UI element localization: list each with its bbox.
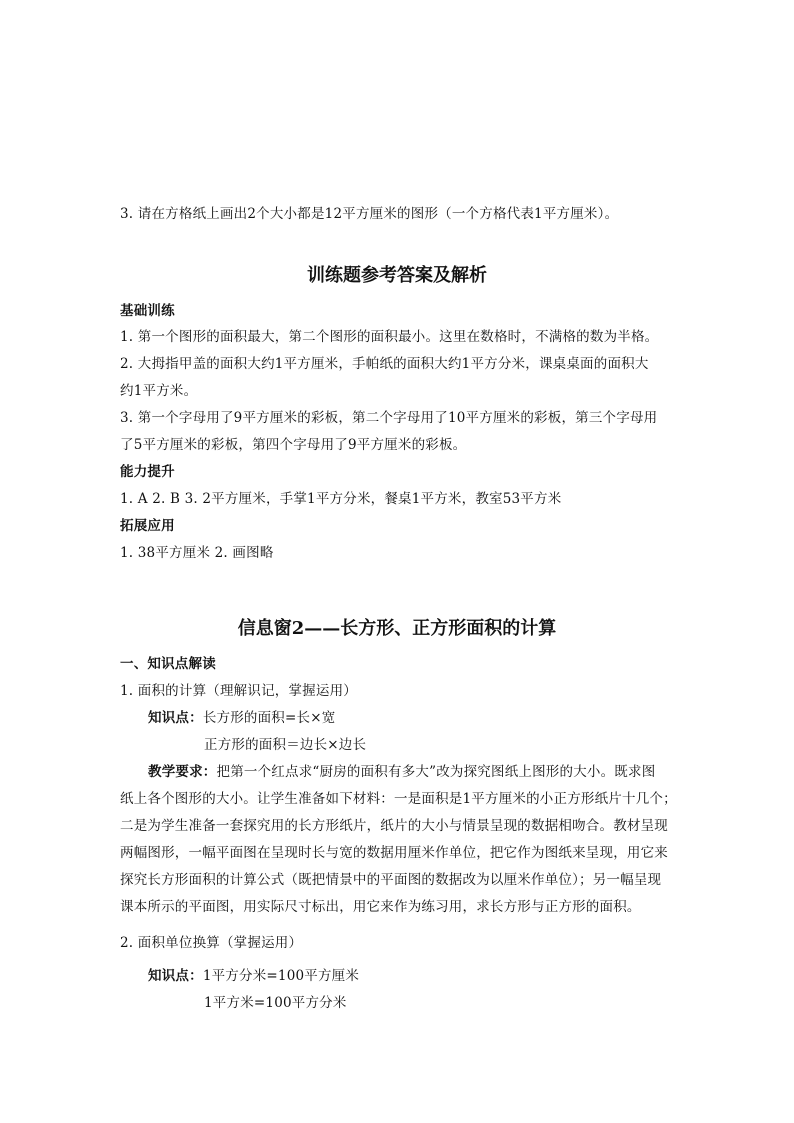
- conversion-1: 1平方分米=100平方厘米: [202, 968, 360, 984]
- part1-heading: 一、知识点解读: [120, 656, 216, 672]
- basic-answer-2b: 约1平方米。: [120, 383, 198, 399]
- extend-answers: 1. 38平方厘米 2. 画图略: [120, 545, 274, 561]
- knowledge-point-label: 知识点：: [148, 710, 203, 726]
- teaching-req-line-4: 两幅图形，一幅平面图在呈现时长与宽的数据用厘米作单位，把它作为图纸来呈现，用它来: [120, 845, 668, 861]
- knowledge-point-2: [148, 967, 359, 985]
- basic-answer-3b: 了5平方厘米的彩板，第四个字母用了9平方厘米的彩板。: [120, 437, 467, 453]
- square-area-formula: 正方形的面积＝边长×边长: [204, 737, 367, 753]
- ability-answers: 1. A 2. B 3. 2平方厘米，手掌1平方分米，餐桌1平方米，教室53平方米: [120, 491, 562, 507]
- teaching-req-line-1: [148, 763, 655, 781]
- question-3: 3. 请在方格纸上画出2个大小都是12平方厘米的图形（一个方格代表1平方厘米）。: [120, 206, 619, 222]
- section2-title: 信息窗2——长方形、正方形面积的计算: [237, 618, 557, 639]
- teaching-req-text-1: 把第一个红点求“厨房的面积有多大”改为探究图纸上图形的大小。既求图: [216, 764, 656, 780]
- basic-training-label: 基础训练: [120, 303, 175, 319]
- teaching-req-line-2: 纸上各个图形的大小。让学生准备如下材料：一是面积是1平方厘米的小正方形纸片十几个；: [120, 791, 677, 807]
- teaching-req-label: 教学要求：: [148, 764, 217, 780]
- teaching-req-line-6: 课本所示的平面图，用实际尺寸标出，用它来作为练习用，求长方形与正方形的面积。: [120, 899, 641, 915]
- extend-label: 拓展应用: [120, 518, 175, 534]
- knowledge-point-1: [148, 709, 335, 727]
- item1-heading: 1. 面积的计算（理解识记，掌握运用）: [120, 683, 357, 699]
- answers-title: 训练题参考答案及解析: [307, 265, 487, 286]
- knowledge-point-2-label: 知识点：: [148, 968, 203, 984]
- basic-answer-1: 1. 第一个图形的面积最大，第二个图形的面积最小。这里在数格时，不满格的数为半格。: [120, 329, 659, 345]
- item2-heading: 2. 面积单位换算（掌握运用）: [120, 935, 303, 951]
- basic-answer-2a: 2. 大拇指甲盖的面积大约1平方厘米，手帕纸的面积大约1平方分米，课桌桌面的面积大: [120, 356, 649, 372]
- conversion-2: 1平方米=100平方分米: [204, 995, 347, 1011]
- basic-answer-3a: 3. 第一个字母用了9平方厘米的彩板，第二个字母用了10平方厘米的彩板，第三个字母用: [120, 410, 658, 426]
- rectangle-area-formula: 长方形的面积=长×宽: [202, 710, 336, 726]
- teaching-req-line-3: 二是为学生准备一套探究用的长方形纸片，纸片的大小与情景呈现的数据相吻合。教材呈现: [120, 818, 668, 834]
- teaching-req-line-5: 探究长方形面积的计算公式（既把情景中的平面图的数据改为以厘米作单位）；另一幅呈现: [120, 872, 662, 888]
- ability-label: 能力提升: [120, 464, 175, 480]
